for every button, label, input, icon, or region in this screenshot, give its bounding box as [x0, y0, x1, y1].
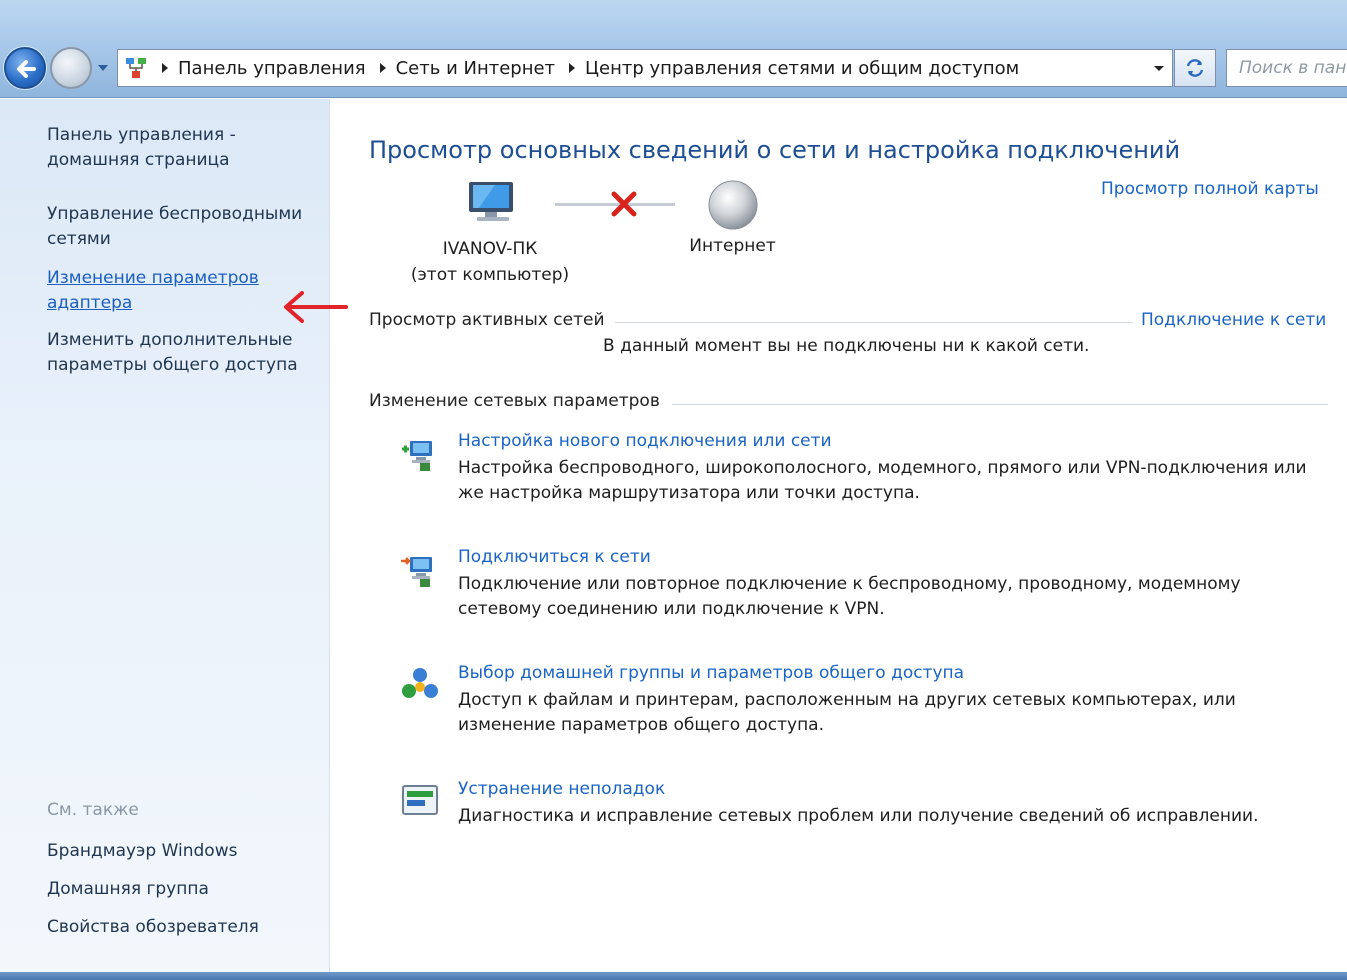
refresh-button[interactable]: [1174, 49, 1216, 87]
chevron-down-icon: [96, 60, 110, 76]
task-title-link[interactable]: Выбор домашней группы и параметров общего доступа: [458, 663, 965, 683]
window-bottom-border: [0, 972, 1347, 980]
this-computer-label: [410, 236, 570, 288]
back-arrow-icon: [12, 55, 40, 83]
sidebar-item-firewall[interactable]: Брандмауэр Windows: [47, 841, 238, 861]
breadcrumb-network-internet[interactable]: Сеть и Интернет: [395, 57, 556, 79]
task-description: Доступ к файлам и принтерам, расположенным на других сетевых компьютерах, или изменение параметров общего доступа.: [458, 690, 1236, 735]
homegroup-icon: [400, 665, 440, 705]
search-placeholder: Поиск в пан: [1239, 58, 1347, 78]
task-description: Диагностика и исправление сетевых проблем или получение сведений об исправлении.: [458, 806, 1259, 826]
breadcrumb-separator-icon: [372, 62, 394, 74]
section-divider: [672, 404, 1328, 405]
task-description: Настройка беспроводного, широкополосного, модемного, прямого или VPN-подключения или же настройка маршрутизатора или точки доступа.: [458, 458, 1307, 503]
forward-button[interactable]: [50, 47, 92, 89]
connect-network-icon: [400, 549, 440, 589]
breadcrumb-separator-icon: [561, 62, 583, 74]
breadcrumb-control-panel[interactable]: Панель управления: [178, 57, 366, 79]
section-divider: [615, 322, 1133, 323]
sidebar-item-home[interactable]: Панель управления - домашняя страница: [47, 125, 236, 170]
address-bar[interactable]: [117, 49, 1173, 87]
page-title: Просмотр основных сведений о сети и настройка подключений: [369, 136, 1181, 164]
new-connection-icon: [400, 433, 440, 473]
globe-icon: [706, 178, 760, 232]
sidebar-item-browser-properties[interactable]: Свойства обозревателя: [47, 917, 259, 937]
task-title-link[interactable]: Подключиться к сети: [458, 547, 651, 567]
task-title-link[interactable]: Устранение неполадок: [458, 779, 666, 799]
search-input[interactable]: [1226, 49, 1347, 87]
no-connection-x-icon: [610, 190, 638, 218]
breadcrumb-network-center[interactable]: Центр управления сетями и общим доступом: [585, 57, 1020, 79]
refresh-icon: [1184, 57, 1206, 79]
sidebar-item-adapter-settings[interactable]: Изменение параметров адаптера: [47, 268, 259, 313]
address-dropdown-button[interactable]: [1146, 50, 1172, 86]
sidebar: [0, 99, 330, 972]
see-also-heading: См. также: [47, 800, 139, 820]
explorer-toolbar: [0, 0, 1347, 98]
network-status-text: В данный момент вы не подключены ни к какой сети.: [603, 336, 1090, 356]
change-settings-heading: Изменение сетевых параметров: [369, 391, 670, 411]
task-description: Подключение или повторное подключение к беспроводному, проводному, модемному сетевому соединению или подключение к VPN.: [458, 574, 1241, 619]
view-full-map-link[interactable]: Просмотр полной карты: [1101, 179, 1319, 199]
recent-pages-dropdown[interactable]: [96, 60, 110, 76]
breadcrumb-separator-icon: [154, 62, 176, 74]
task-title-link[interactable]: Настройка нового подключения или сети: [458, 431, 832, 451]
sidebar-item-homegroup[interactable]: Домашняя группа: [47, 879, 209, 899]
sidebar-item-wireless[interactable]: Управление беспроводными сетями: [47, 204, 303, 249]
computer-name: IVANOV-ПК: [442, 239, 538, 259]
sidebar-item-sharing-settings[interactable]: Изменить дополнительные параметры общего доступа: [47, 330, 298, 375]
annotation-arrow-icon: [278, 287, 350, 327]
back-button[interactable]: [4, 47, 46, 89]
connect-to-network-link[interactable]: Подключение к сети: [1141, 310, 1327, 330]
troubleshoot-icon: [400, 781, 440, 821]
chevron-down-icon: [1153, 63, 1165, 73]
computer-caption: (этот компьютер): [410, 265, 570, 285]
network-center-icon: [118, 50, 154, 86]
computer-icon: [465, 176, 521, 226]
internet-label: Интернет: [689, 236, 776, 256]
active-networks-heading: Просмотр активных сетей: [369, 310, 615, 330]
